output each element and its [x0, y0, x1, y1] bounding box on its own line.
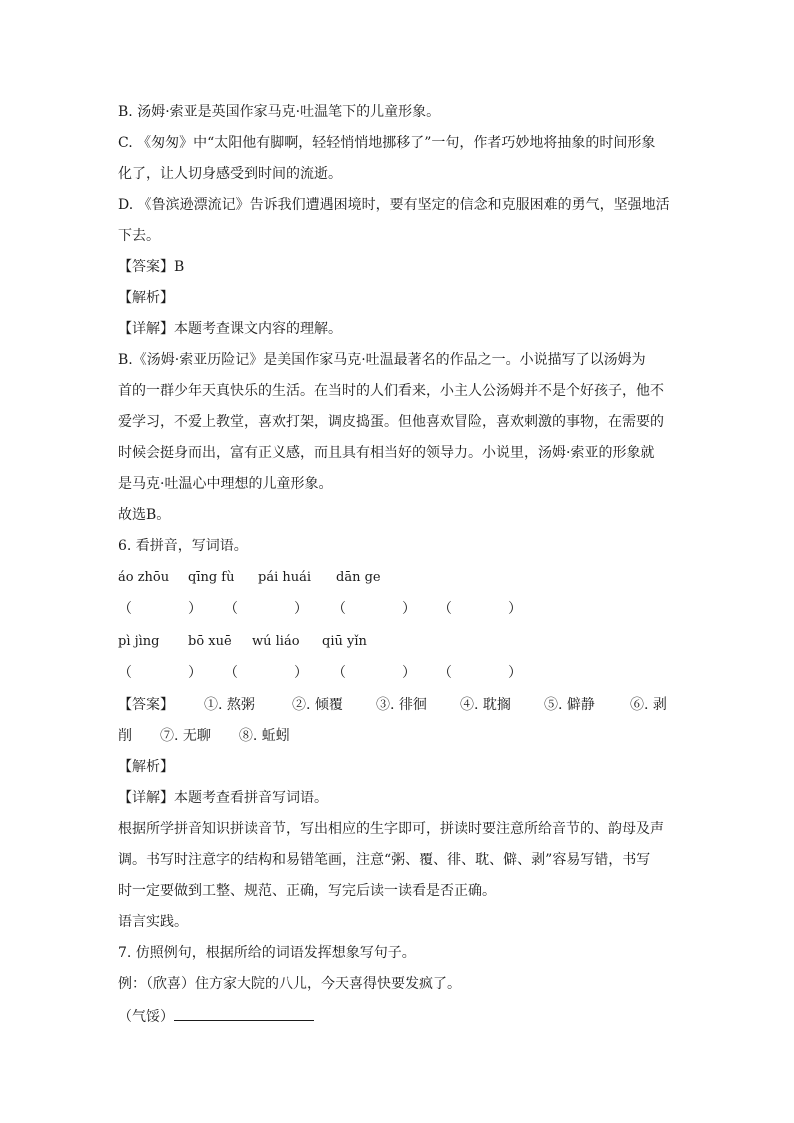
question-7-title: 7. 仿照例句，根据所给的词语发挥想象写句子。 — [118, 945, 416, 961]
answer-bracket: （ ） — [438, 665, 522, 681]
prompt-word: （气馁） — [118, 1009, 174, 1025]
question-7-example: 例：（欣喜）住方家大院的八儿，今天喜得快要发疯了。 — [118, 976, 461, 992]
answer-6-item: ④. 耽搁 — [460, 697, 511, 713]
pinyin-6: bō xuē — [188, 634, 232, 649]
option-c-line2: 化了，让人切身感受到时间的流逝。 — [118, 166, 342, 182]
pinyin-2: qīng fù — [188, 570, 235, 585]
paragraph-5-line3: 爱学习，不爱上教堂，喜欢打架，调皮捣蛋。但他喜欢冒险，喜欢刺激的事物，在需要的 — [118, 414, 664, 430]
answer-6-label: 【答案】 — [118, 697, 174, 713]
analysis-5: 【解析】 — [118, 290, 174, 306]
answer-6-item: ②. 倾覆 — [292, 697, 343, 713]
detail-5: 【详解】本题考查课文内容的理解。 — [118, 321, 342, 337]
answer-bracket: （ ） — [118, 601, 202, 617]
pinyin-1: áo zhōu — [118, 570, 170, 585]
pinyin-3: pái huái — [258, 570, 312, 585]
answer-6-item: ③. 徘徊 — [376, 697, 427, 713]
option-c-line1: C. 《匆匆》中“太阳他有脚啊，轻轻悄悄地挪移了”一句，作者巧妙地将抽象的时间形象 — [118, 135, 656, 151]
answer-bracket: （ ） — [332, 665, 416, 681]
answer-6-item: ⑤. 僻静 — [544, 697, 595, 713]
practice-note: 语言实践。 — [118, 914, 188, 930]
question-6-title: 6. 看拼音，写词语。 — [118, 538, 248, 554]
question-7-prompt — [118, 1006, 314, 1027]
pinyin-4: dān ge — [336, 570, 381, 585]
analysis-6: 【解析】 — [118, 759, 174, 775]
choice-5: 故选B。 — [118, 507, 171, 523]
paragraph-6-line2: 调。书写时注意字的结构和易错笔画，注意“粥、覆、徘、耽、僻、剥”容易写错，书写 — [118, 852, 651, 868]
pinyin-5: pì jìng — [118, 634, 160, 649]
answer-bracket: （ ） — [224, 601, 308, 617]
answer-6-item: ①. 熬粥 — [204, 697, 255, 713]
option-b: B. 汤姆·索亚是英国作家马克·吐温笔下的儿童形象。 — [118, 104, 441, 120]
answer-bracket: （ ） — [332, 601, 416, 617]
answer-bracket: （ ） — [224, 665, 308, 681]
option-d-line2: 下去。 — [118, 228, 160, 244]
paragraph-5-line5: 是马克·吐温心中理想的儿童形象。 — [118, 476, 333, 492]
detail-6: 【详解】本题考查看拼音写词语。 — [118, 790, 328, 806]
option-d-line1: D. 《鲁滨逊漂流记》告诉我们遭遇困境时，要有坚定的信念和克服困难的勇气，坚强地活 — [118, 197, 670, 213]
answer-5: 【答案】B — [118, 259, 185, 275]
answer-bracket: （ ） — [118, 665, 202, 681]
paragraph-5-line1: B.《汤姆·索亚历险记》是美国作家马克·吐温最著名的作品之一。小说描写了以汤姆为 — [118, 352, 646, 368]
paragraph-5-line2: 首的一群少年天真快乐的生活。在当时的人们看来，小主人公汤姆并不是个好孩子，他不 — [118, 383, 664, 399]
paragraph-6-line1: 根据所学拼音知识拼读音节，写出相应的生字即可，拼读时要注意所给音节的、韵母及声 — [118, 821, 664, 837]
pinyin-7: wú liáo — [252, 634, 300, 649]
pinyin-8: qiū yǐn — [322, 634, 367, 649]
answer-6-item: ⑥. 剥 — [630, 697, 667, 713]
answer-bracket: （ ） — [438, 601, 522, 617]
paragraph-5-line4: 时候会挺身而出，富有正义感，而且具有相当好的领导力。小说里，汤姆·索亚的形象就 — [118, 445, 655, 461]
answer-6-line2: 削 ⑦. 无聊 ⑧. 蚯蚓 — [118, 728, 290, 744]
paragraph-6-line3: 时一定要做到工整、规范、正确，写完后读一读看是否正确。 — [118, 883, 496, 899]
answer-blank-line[interactable] — [174, 1006, 314, 1021]
